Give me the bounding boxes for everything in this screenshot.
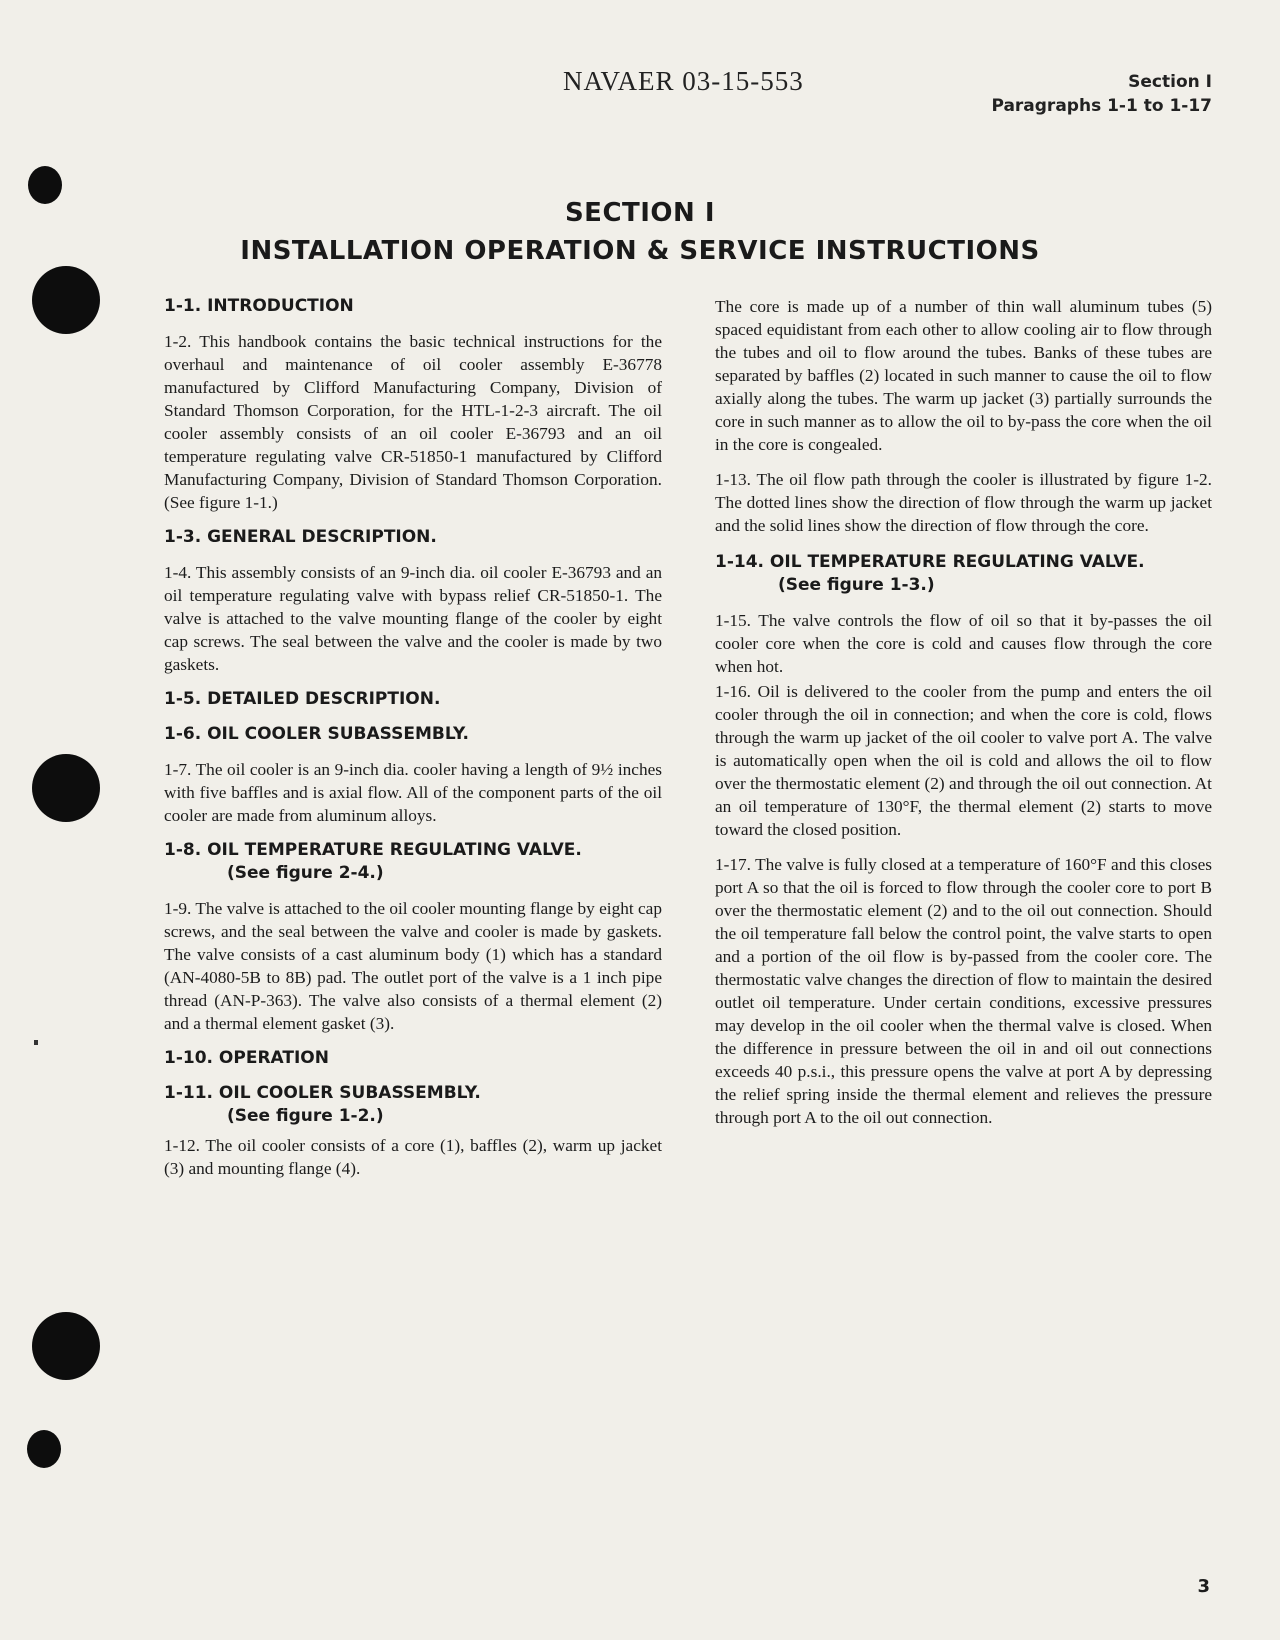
- paragraphs-label: Paragraphs 1-1 to 1-17: [991, 96, 1212, 116]
- scan-speck: [34, 1040, 38, 1045]
- binder-hole-4: [32, 1312, 100, 1380]
- binder-hole-2: [32, 266, 100, 334]
- section-title-line-2: INSTALLATION OPERATION & SERVICE INSTRUCTIONS: [240, 236, 1040, 266]
- paragraph-1-17: 1-17. The valve is fully closed at a temperature of 160°F and this closes port A so that the oil is forced to flow through the cooler core to port B over the thermostatic element (2) and to the oil out connection. Should the oil temperature fall below the control point, the valve starts to open and a portion of the oil flow is by-passed from the cooler core. The thermostatic valve changes the direction of flow to maintain the desired outlet oil temperature. Under certain conditions, excessive pressures may develop in the oil cooler when the thermal valve is closed. When the difference in pressure between the oil in and oil out connections exceeds 40 p.s.i., this pressure opens the valve at port A by depressing the relief spring inside the thermal element and relieves the pressure through port A to the oil out connection.: [715, 855, 1212, 1127]
- heading-detailed-description: 1-5. DETAILED DESCRIPTION.: [164, 689, 441, 709]
- paragraph-1-4: 1-4. This assembly consists of an 9-inch dia. oil cooler E-36793 and an oil temperature regulating valve with bypass relief CR-51850-1. The valve is attached to the valve mounting flange of the cooler by eight cap screws. The seal between the valve and the cooler is made by two gaskets.: [164, 563, 662, 674]
- heading-oil-temp-valve-operation: [715, 551, 1212, 597]
- heading-oil-cooler-subassembly-operation: [164, 1082, 662, 1128]
- heading-oil-temp-valve-operation-title: 1-14. OIL TEMPERATURE REGULATING VALVE.: [715, 552, 1145, 572]
- paragraph-1-16: 1-16. Oil is delivered to the cooler from the pump and enters the oil cooler through the oil in connection; and when the core is cold, flows through the warm up jacket of the oil cooler to valve port A. The valve is automatically open when the oil is cold and allows the oil to flow over the thermostatic element (2) and through the oil out connection. At an oil temperature of 130°F, the thermal element (2) starts to move toward the closed position.: [715, 682, 1212, 839]
- left-column: [164, 295, 662, 1180]
- paragraph-1-2: 1-2. This handbook contains the basic technical instructions for the overhaul and maintenance of oil cooler assembly E-36778 manufactured by Clifford Manufacturing Company, Division of Standard Thomson Corporation, for the HTL-1-2-3 aircraft. The oil cooler assembly consists of an oil cooler E-36793 and an oil temperature regulating valve CR-51850-1 manufactured by Clifford Manufacturing Company, Division of Standard Thomson Corporation. (See figure 1-1.): [164, 332, 662, 512]
- heading-oil-cooler-subassembly-operation-title: 1-11. OIL COOLER SUBASSEMBLY.: [164, 1083, 481, 1103]
- binder-hole-3: [32, 754, 100, 822]
- section-label: Section I: [1128, 72, 1212, 92]
- paragraph-1-15: 1-15. The valve controls the flow of oil so that it by-passes the oil cooler core when the core is cold and causes flow through the core when hot.: [715, 611, 1212, 676]
- document-number: NAVAER 03-15-553: [563, 66, 804, 96]
- paragraph-1-9: 1-9. The valve is attached to the oil cooler mounting flange by eight cap screws, and the seal between the valve and cooler is made by gaskets. The valve consists of a cast aluminum body (1) which has a standard (AN-4080-5B to 8B) pad. The outlet port of the valve is a 1 inch pipe thread (AN-P-363). The valve also consists of a thermal element (2) and a thermal element gasket (3).: [164, 899, 662, 1033]
- heading-operation: 1-10. OPERATION: [164, 1048, 329, 1068]
- right-column: [715, 295, 1212, 1129]
- heading-oil-temp-valve: [164, 839, 662, 885]
- heading-oil-temp-valve-title: 1-8. OIL TEMPERATURE REGULATING VALVE.: [164, 840, 582, 860]
- header-right: [991, 70, 1212, 118]
- paragraph-1-13: 1-13. The oil flow path through the cooler is illustrated by figure 1-2. The dotted lines show the direction of flow through the warm up jacket and the solid lines show the direction of flow through the core.: [715, 470, 1212, 535]
- heading-oil-cooler-subassembly: 1-6. OIL COOLER SUBASSEMBLY.: [164, 724, 469, 744]
- heading-introduction: 1-1. INTRODUCTION: [164, 296, 354, 316]
- section-title: [0, 194, 1280, 270]
- paragraph-1-12: 1-12. The oil cooler consists of a core (1), baffles (2), warm up jacket (3) and mounting flange (4).: [164, 1136, 662, 1178]
- binder-hole-5: [27, 1430, 61, 1468]
- heading-oil-temp-valve-figure-ref: (See figure 2-4.): [227, 863, 384, 883]
- paragraph-1-12-continued: The core is made up of a number of thin wall aluminum tubes (5) spaced equidistant from each other to allow cooling air to flow through the tubes and oil to flow around the tubes. Banks of these tubes are separated by baffles (2) located in such manner to cause the oil to flow axially along the tubes. The warm up jacket (3) partially surrounds the core in such manner as to allow the oil to by-pass the core when the oil in the core is congealed.: [715, 297, 1212, 454]
- paragraph-1-7: 1-7. The oil cooler is an 9-inch dia. cooler having a length of 9½ inches with five baffles and is axial flow. All of the component parts of the oil cooler are made from aluminum alloys.: [164, 760, 662, 825]
- heading-oil-cooler-subassembly-operation-figure-ref: (See figure 1-2.): [227, 1106, 384, 1126]
- heading-oil-temp-valve-operation-figure-ref: (See figure 1-3.): [778, 575, 935, 595]
- page-number: 3: [1197, 1576, 1210, 1597]
- section-title-line-1: SECTION I: [564, 198, 716, 228]
- heading-general-description: 1-3. GENERAL DESCRIPTION.: [164, 527, 437, 547]
